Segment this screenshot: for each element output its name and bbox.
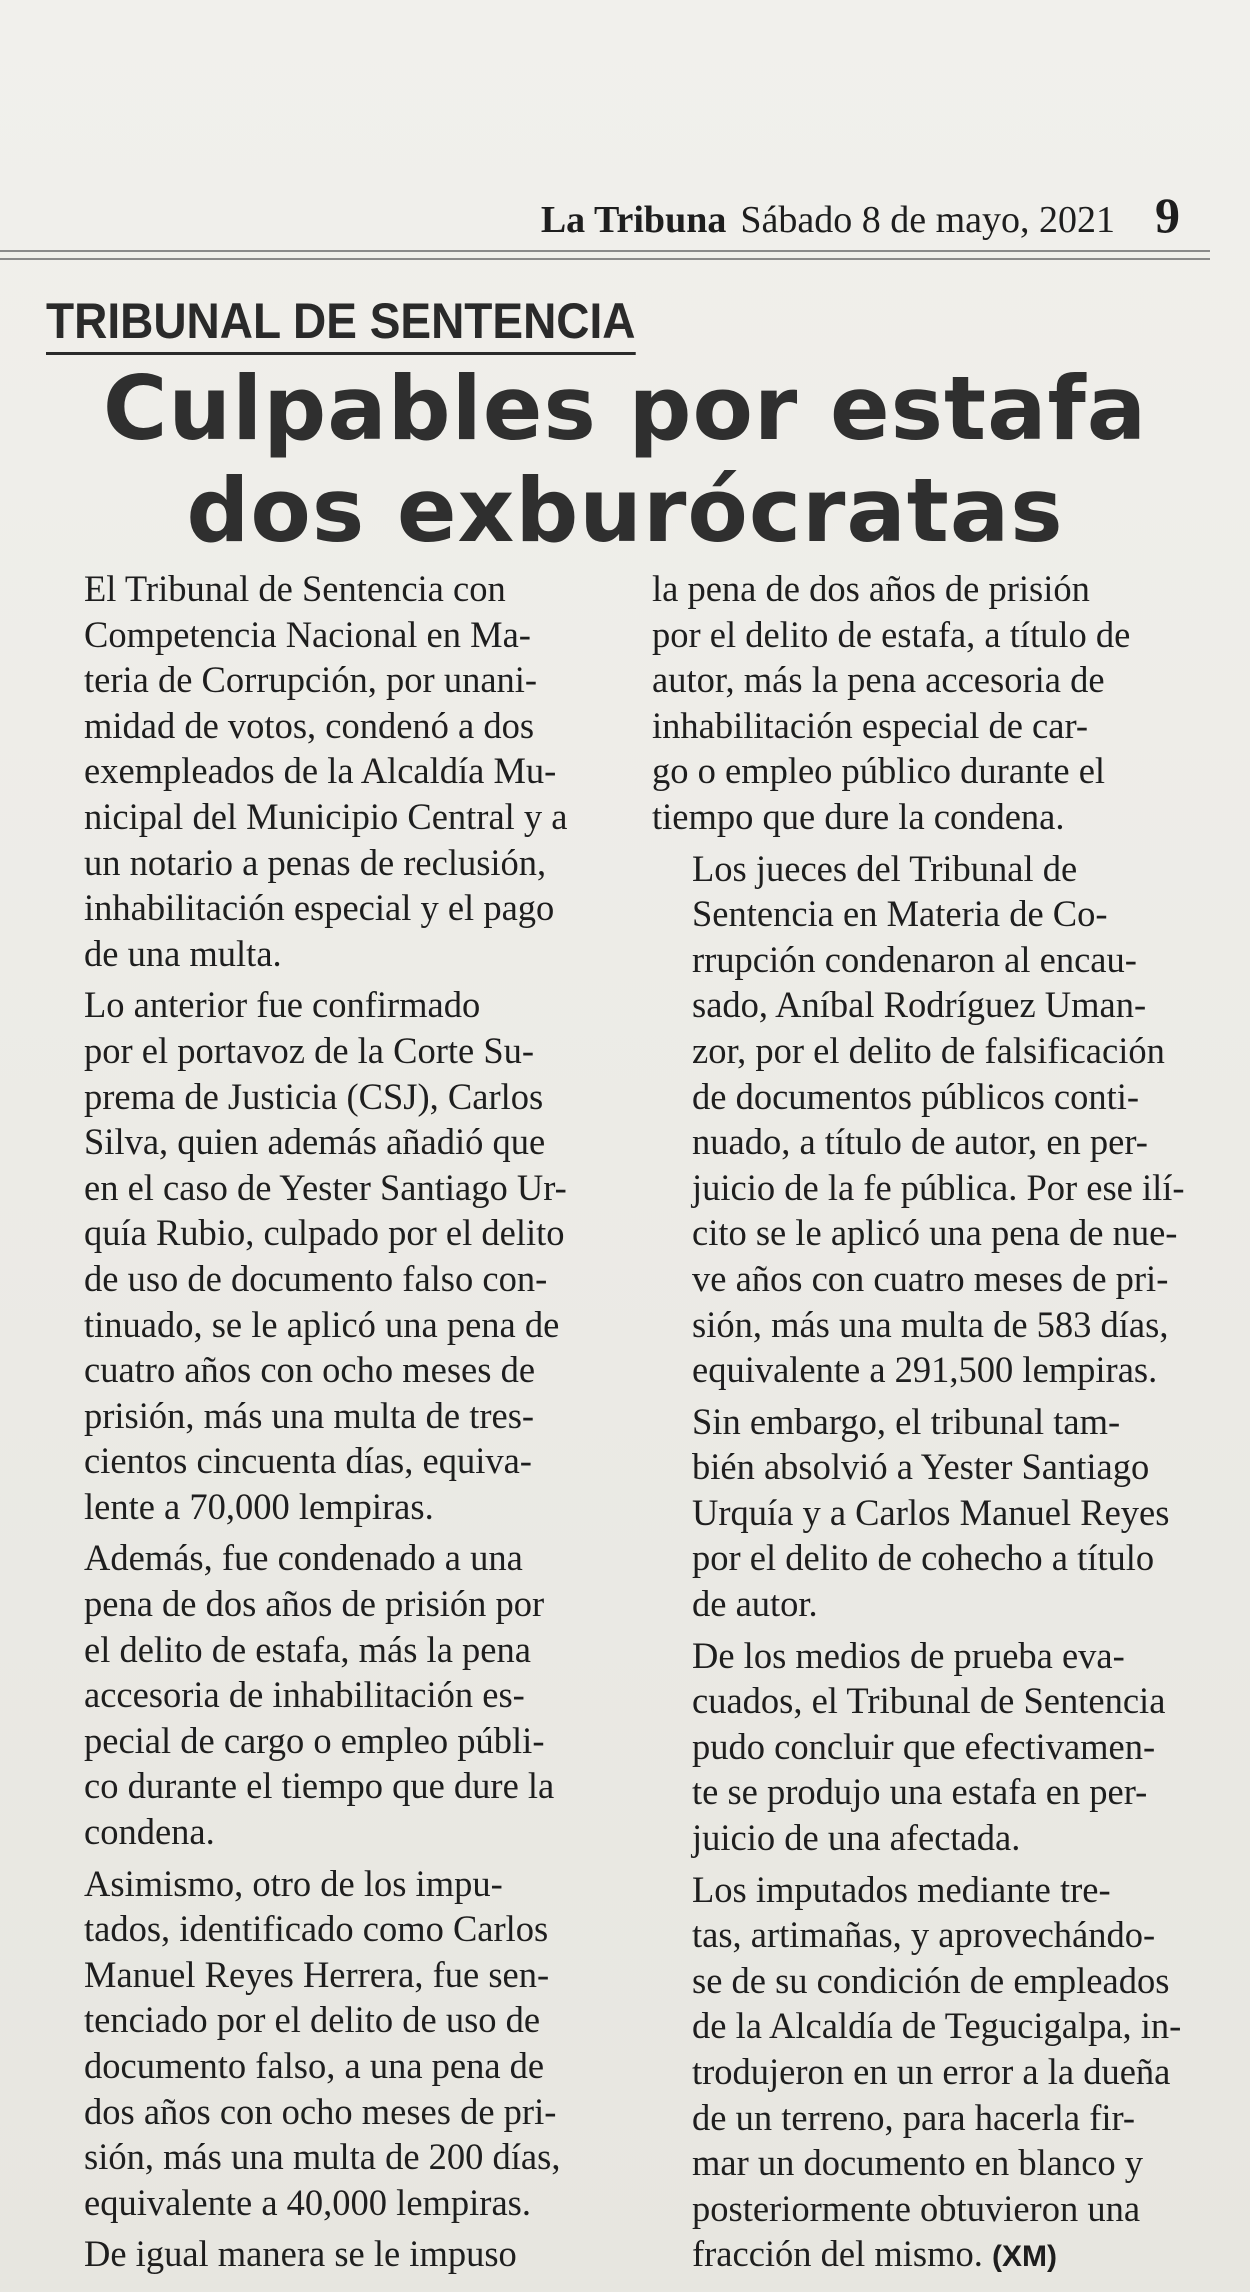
- text-line: por el delito de cohecho a título: [692, 1537, 1155, 1579]
- text-line: quía Rubio, culpado por el delito: [84, 1212, 565, 1254]
- text-line: de documentos públicos conti-: [692, 1075, 1140, 1117]
- text-line: Silva, quien además añadió que: [84, 1121, 546, 1163]
- text-line: por el delito de estafa, a título de: [652, 613, 1131, 655]
- text-line: mar un documento en blanco y: [692, 2142, 1144, 2184]
- text-line: autor, más la pena accesoria de: [652, 659, 1105, 701]
- text-line: Los imputados mediante tre-: [692, 1868, 1111, 1910]
- text-line: rrupción condenaron al encau-: [692, 938, 1137, 980]
- paragraph: [652, 1867, 1212, 2280]
- text-line: de una multa.: [84, 932, 282, 974]
- text-line: Sentencia en Materia de Co-: [692, 893, 1108, 935]
- page-number: 9: [1155, 187, 1180, 243]
- text-line: El Tribunal de Sentencia con: [84, 568, 506, 609]
- text-line: zor, por el delito de falsificación: [692, 1029, 1165, 1071]
- text-line: fracción del mismo. (XM): [692, 2233, 1058, 2275]
- text-line: sión, más una multa de 200 días,: [84, 2136, 561, 2178]
- text-line: de uso de documento falso con-: [84, 1257, 548, 1299]
- text-line: cientos cincuenta días, equiva-: [84, 1440, 532, 1482]
- text-line: bién absolvió a Yester Santiago: [692, 1446, 1150, 1488]
- paragraph: [44, 1535, 604, 1854]
- text-line: por el portavoz de la Corte Su-: [84, 1029, 535, 1071]
- text-line: trodujeron en un error a la dueña: [692, 2051, 1171, 2092]
- text-line: dos años con ocho meses de pri-: [84, 2090, 557, 2132]
- text-line: De igual manera se le impuso: [84, 2233, 517, 2275]
- paragraph: [652, 1633, 1212, 1861]
- text-line: cuados, el Tribunal de Sentencia: [692, 1680, 1166, 1722]
- text-line: equivalente a 40,000 lempiras.: [84, 2181, 531, 2223]
- paragraph: [44, 1861, 604, 2226]
- text-line: sión, más una multa de 583 días,: [692, 1303, 1169, 1345]
- text-line: Asimismo, otro de los impu-: [84, 1862, 503, 1904]
- text-line: midad de votos, condenó a dos: [84, 704, 535, 746]
- paragraph: [44, 2231, 604, 2277]
- text-line: ve años con cuatro meses de pri-: [692, 1257, 1169, 1299]
- text-line: Además, fue condenado a una: [84, 1537, 523, 1579]
- text-line: cuatro años con ocho meses de: [84, 1349, 536, 1391]
- text-line: go o empleo público durante el: [652, 750, 1106, 792]
- paragraph: [652, 566, 1212, 840]
- page-header: [440, 186, 1180, 246]
- text-line: de la Alcaldía de Tegucigalpa, in-: [692, 2005, 1182, 2047]
- text-line: pena de dos años de prisión por: [84, 1583, 545, 1625]
- text-line: juicio de una afectada.: [692, 1817, 1021, 1859]
- paragraph: [652, 1399, 1212, 1627]
- newspaper-name: La Tribuna: [540, 199, 727, 241]
- text-line: co durante el tiempo que dure la: [84, 1765, 555, 1807]
- text-line: accesoria de inhabilitación es-: [84, 1674, 525, 1716]
- header-rule: [0, 250, 1210, 260]
- text-line: juicio de la fe pública. Por ese ilí-: [692, 1166, 1185, 1208]
- text-line: pudo concluir que efectivamen-: [692, 1725, 1156, 1767]
- article-headline: [40, 358, 1210, 562]
- text-line: te se produjo una estafa en per-: [692, 1771, 1148, 1813]
- paragraph: [652, 846, 1212, 1393]
- text-line: nicipal del Municipio Central y a: [84, 795, 568, 837]
- text-line: el delito de estafa, más la pena: [84, 1628, 531, 1670]
- text-line: de un terreno, para hacerla fir-: [692, 2096, 1136, 2138]
- text-line: posteriormente obtuvieron una: [692, 2187, 1141, 2229]
- text-line: prisión, más una multa de tres-: [84, 1394, 535, 1436]
- text-line: Lo anterior fue confirmado: [84, 984, 481, 1026]
- paragraph: [44, 982, 604, 1529]
- text-line: nuado, a título de autor, en per-: [692, 1121, 1148, 1163]
- text-line: exempleados de la Alcaldía Mu-: [84, 750, 557, 792]
- text-line: en el caso de Yester Santiago Ur-: [84, 1166, 567, 1208]
- text-line: un notario a penas de reclusión,: [84, 841, 547, 883]
- text-line: tas, artimañas, y aprovechándo-: [692, 1914, 1156, 1956]
- text-line: lente a 70,000 lempiras.: [84, 1485, 434, 1527]
- article-column-right: [652, 566, 1212, 2286]
- text-line: sado, Aníbal Rodríguez Uman-: [692, 984, 1147, 1026]
- text-line: pecial de cargo o empleo públi-: [84, 1719, 545, 1761]
- text-line: tados, identificado como Carlos: [84, 1908, 549, 1950]
- text-line: Sin embargo, el tribunal tam-: [692, 1400, 1121, 1442]
- article-column-left: [44, 566, 604, 2283]
- text-line: inhabilitación especial y el pago: [84, 887, 555, 929]
- text-line: Manuel Reyes Herrera, fue sen-: [84, 1953, 550, 1995]
- text-line: teria de Corrupción, por unani-: [84, 659, 538, 701]
- text-line: documento falso, a una pena de: [84, 2045, 545, 2086]
- text-line: Competencia Nacional en Ma-: [84, 613, 531, 655]
- text-line: se de su condición de empleados: [692, 1959, 1170, 2001]
- headline-line-1: Culpables por estafa: [102, 357, 1148, 460]
- text-line: cito se le aplicó una pena de nue-: [692, 1212, 1178, 1254]
- text-line: equivalente a 291,500 lempiras.: [692, 1349, 1158, 1391]
- issue-date: Sábado 8 de mayo, 2021: [740, 199, 1115, 241]
- text-line: tenciado por el delito de uso de: [84, 1999, 541, 2041]
- text-line: tinuado, se le aplicó una pena de: [84, 1303, 560, 1345]
- section-kicker: TRIBUNAL DE SENTENCIA: [46, 292, 636, 355]
- text-line: inhabilitación especial de car-: [652, 704, 1089, 746]
- author-signature: (XM): [992, 2240, 1058, 2274]
- text-line: De los medios de prueba eva-: [692, 1634, 1125, 1676]
- text-line: Urquía y a Carlos Manuel Reyes: [692, 1491, 1170, 1533]
- text-line: Los jueces del Tribunal de: [692, 847, 1078, 889]
- paragraph: [44, 566, 604, 976]
- text-line: condena.: [84, 1811, 215, 1853]
- text-line: prema de Justicia (CSJ), Carlos: [84, 1075, 544, 1117]
- text-line: tiempo que dure la condena.: [652, 795, 1065, 837]
- headline-line-2: dos exburócratas: [186, 459, 1064, 562]
- text-line: la pena de dos años de prisión: [652, 568, 1090, 609]
- text-line: de autor.: [692, 1583, 818, 1625]
